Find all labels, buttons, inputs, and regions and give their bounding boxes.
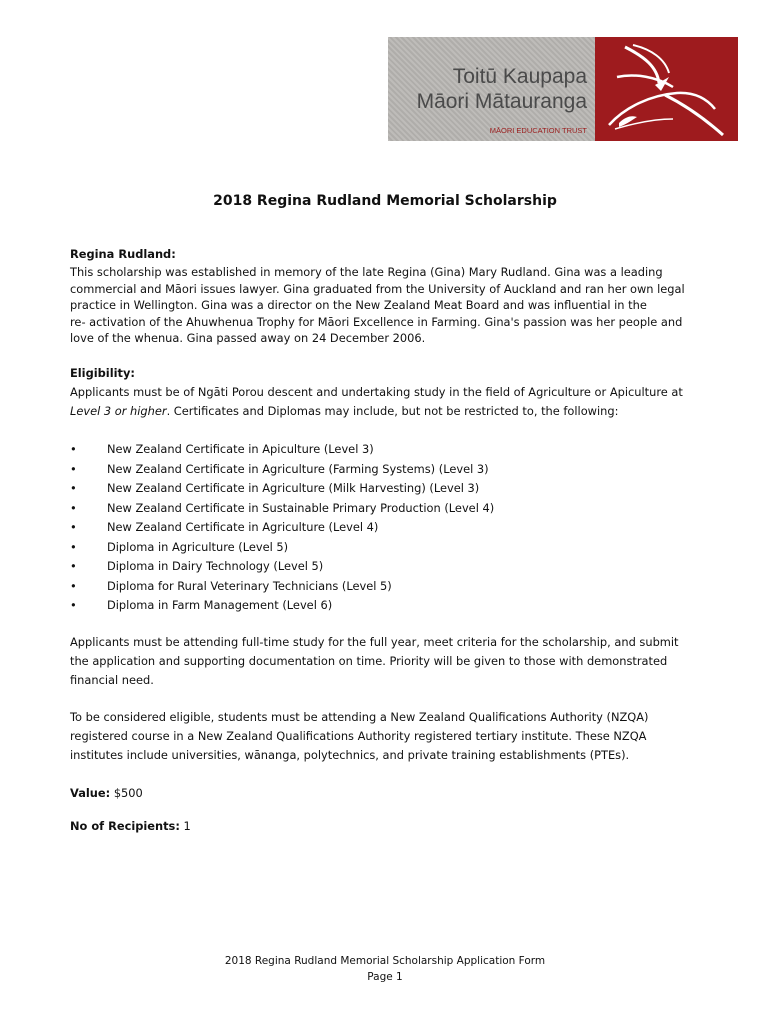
list-item-text: New Zealand Certificate in Agriculture (Farming Systems) (Level 3) xyxy=(107,461,489,476)
attendance-line: Applicants must be attending full-time study for the full year, meet criteria for the scholarship, and submit xyxy=(70,635,679,649)
bullet-icon: • xyxy=(70,539,77,554)
attendance-line: the application and supporting documentation on time. Priority will be given to those with demonstrated xyxy=(70,654,668,668)
regina-line: commercial and Māori issues lawyer. Gina graduated from the University of Auckland and ran her own legal xyxy=(70,281,685,296)
eligibility-line-1: Applicants must be of Ngāti Porou descent and undertaking study in the field of Agriculture or Apiculture at xyxy=(70,385,683,399)
nzqa-paragraph xyxy=(70,708,710,765)
list-item-text: New Zealand Certificate in Sustainable Primary Production (Level 4) xyxy=(107,500,495,515)
list-item-text: New Zealand Certificate in Agriculture (Level 4) xyxy=(107,520,379,534)
regina-line: love of the whenua. Gina passed away on 24 December 2006. xyxy=(70,331,426,345)
nzqa-line: registered course in a New Zealand Qualifications Authority registered tertiary institute. These NZQA xyxy=(70,729,647,743)
logo-emblem-panel xyxy=(595,37,738,141)
value-line xyxy=(70,785,710,802)
list-item-text: New Zealand Certificate in Apiculture (Level 3) xyxy=(107,442,374,456)
regina-line: practice in Wellington. Gina was a director on the New Zealand Meat Board and was influential in the xyxy=(70,298,647,312)
regina-line: re- activation of the Ahuwhenua Trophy for Māori Excellence in Farming. Gina's passion was her people and xyxy=(70,314,683,329)
bullet-icon: • xyxy=(70,500,77,515)
nzqa-line: To be considered eligible, students must be attending a New Zealand Qualifications Authority (NZQA) xyxy=(70,710,649,724)
nzqa-line: institutes include universities, wānanga, polytechnics, and private training establishments (PTEs). xyxy=(70,748,630,762)
recipients-label: No of Recipients: xyxy=(70,819,180,833)
bullet-icon: • xyxy=(70,520,77,534)
regina-paragraph xyxy=(70,264,710,347)
list-item-text: Diploma in Agriculture (Level 5) xyxy=(107,539,289,554)
logo-line-1: Toitū Kaupapa xyxy=(452,65,587,88)
logo-subtitle: MĀORI EDUCATION TRUST xyxy=(489,126,587,135)
recipients-count: 1 xyxy=(183,819,191,833)
regina-heading: Regina Rudland: xyxy=(70,247,176,261)
list-item-text: New Zealand Certificate in Agriculture (Milk Harvesting) (Level 3) xyxy=(107,481,480,495)
attendance-paragraph xyxy=(70,633,710,690)
list-item-text: Diploma in Dairy Technology (Level 5) xyxy=(107,559,324,573)
list-item-text: Diploma in Farm Management (Level 6) xyxy=(107,598,333,612)
value-label: Value: xyxy=(70,786,111,800)
bullet-icon: • xyxy=(70,461,77,476)
bullet-icon: • xyxy=(70,559,77,573)
bullet-icon: • xyxy=(70,598,77,612)
page-title: 2018 Regina Rudland Memorial Scholarship xyxy=(213,193,557,209)
attendance-line: financial need. xyxy=(70,673,154,687)
recipients-line xyxy=(70,818,710,835)
bullet-icon: • xyxy=(70,481,77,495)
level-requirement: Level 3 or higher xyxy=(70,404,167,418)
eligibility-heading: Eligibility: xyxy=(70,366,135,380)
footer-form-title: 2018 Regina Rudland Memorial Scholarship Application Form xyxy=(224,955,546,967)
regina-line: This scholarship was established in memory of the late Regina (Gina) Mary Rudland. Gina was a leading xyxy=(70,265,663,279)
bullet-icon: • xyxy=(70,578,77,593)
eligibility-line-2 xyxy=(70,402,710,421)
eligibility-line-2-rest: . Certificates and Diplomas may include, but not be restricted to, the following: xyxy=(166,404,619,418)
logo-line-2: Māori Mātauranga xyxy=(416,90,587,113)
value-amount: $500 xyxy=(113,786,143,800)
trust-logo xyxy=(388,37,738,141)
bullet-icon: • xyxy=(70,442,77,456)
list-item-text: Diploma for Rural Veterinary Technicians (Level 5) xyxy=(107,578,392,593)
eligibility-intro xyxy=(70,383,710,421)
bird-emblem-icon xyxy=(595,37,738,141)
footer-page-number: Page 1 xyxy=(367,971,403,983)
logo-text-panel xyxy=(388,37,595,141)
